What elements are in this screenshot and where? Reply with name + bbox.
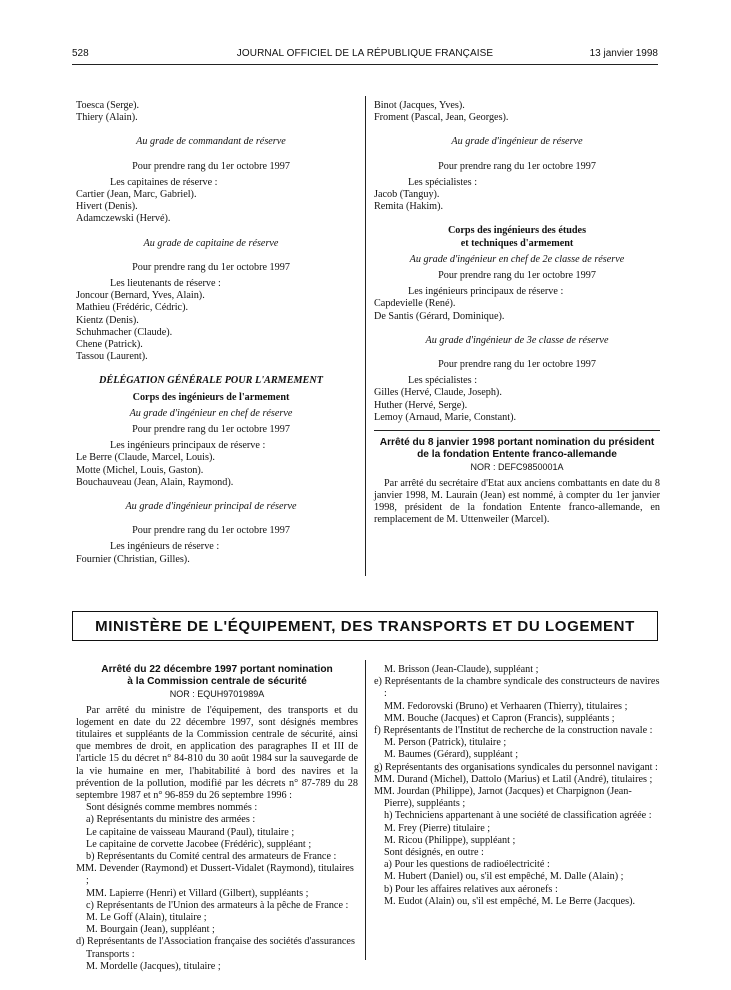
grade-heading: Au grade d'ingénieur en chef de réserve (129, 407, 293, 419)
page-number: 528 (72, 48, 89, 59)
text-line: M. Mordelle (Jacques), titulaire ; (86, 960, 221, 972)
text-line: Hivert (Denis). (76, 201, 138, 213)
text-line: Pour prendre rang du 1er octobre 1997 (132, 525, 290, 537)
grade-heading: Au grade d'ingénieur de réserve (451, 136, 583, 148)
text-line: e) Représentants de la chambre syndicale des constructeurs de navires : (374, 676, 660, 700)
text-line: a) Représentants du ministre des armées : (86, 814, 256, 826)
text-line: Chene (Patrick). (76, 339, 143, 351)
text-line: Toesca (Serge). (76, 100, 140, 111)
journal-title: JOURNAL OFFICIEL DE LA RÉPUBLIQUE FRANÇAISE (236, 48, 494, 59)
text-line: Bouchauveau (Jean, Alain, Raymond). (76, 476, 234, 488)
text-line: Pour prendre rang du 1er octobre 1997 (438, 359, 596, 371)
text-line: Par arrêté du ministre de l'équipement, des transports et du logement en date du 22 décembre 1997, sont désignés membres titulaires et suppléants de la Commission centrale de sécurité, ainsi que membres de droit, en application des paragraphes II et III de l'article 15 du décret n° 84-810 du 30 août 1984 sur la sauvegarde de la vie humaine en mer, l'habitabilité à bord des navires et la prévention de la pollution, modifié par les décrets n° 87-789 du 28 septembre 1987 et n° 96-859 du 26 septembre 1996 : (76, 704, 358, 802)
grade-heading: Au grade d'ingénieur de 3e classe de réserve (425, 334, 609, 346)
text-line: Les lieutenants de réserve : (110, 278, 221, 290)
text-line: h) Techniciens appartenant à une société de classification agréée : (384, 810, 652, 822)
text-line: MM. Bouche (Jacques) et Capron (Francis), suppléants ; (384, 712, 615, 724)
spacer (374, 149, 660, 161)
text-line: Les ingénieurs principaux de réserve : (408, 286, 564, 298)
grade-heading: Au grade de capitaine de réserve (143, 237, 279, 249)
top-left-column (76, 100, 346, 566)
text-line: b) Représentants du Comité central des armateurs de France : (86, 851, 337, 863)
grade-heading: Au grade de commandant de réserve (136, 136, 286, 148)
spacer (374, 323, 660, 335)
text-line: Kientz (Denis). (76, 314, 139, 326)
top-right-column (374, 100, 660, 526)
text-line: M. Eudot (Alain) ou, s'il est empêché, M. Le Berre (Jacques). (384, 895, 636, 907)
text-line: De Santis (Gérard, Dominique). (374, 310, 505, 322)
text-line: Pour prendre rang du 1er octobre 1997 (438, 270, 596, 282)
spacer (76, 513, 346, 525)
text-line: f) Représentants de l'Institut de recherche de la construction navale : (374, 725, 653, 737)
text-line: M. Frey (Pierre) titulaire ; (384, 822, 491, 834)
text-line: Joncour (Bernard, Yves, Alain). (76, 290, 205, 302)
text-line: c) Représentants de l'Union des armateurs à la pêche de France : (86, 899, 349, 911)
text-line: Les spécialistes : (408, 375, 478, 387)
decree-title: de la fondation Entente franco-allemande (417, 449, 617, 461)
section-heading: DÉLÉGATION GÉNÉRALE POUR L'ARMEMENT (99, 375, 323, 387)
text-line: a) Pour les questions de radioélectricité : (384, 859, 550, 871)
spacer (76, 489, 346, 501)
text-line: Par arrêté du secrétaire d'Etat aux anciens combattants en date du 8 janvier 1998, M. Laurain (Jean) est nommé, à compter du 1er janvier 1998, président de la fondation Entente franco-allemande, en remplacement de M. Uttenweiler (Marcel). (374, 477, 660, 526)
text-line: MM. Devender (Raymond) et Dussert-Vidalet (Raymond), titulaires ; (76, 863, 354, 887)
page-header (72, 48, 658, 64)
column-divider-bottom (365, 660, 366, 960)
nor-reference: NOR : EQUH9701989A (169, 689, 265, 700)
grade-heading: Au grade d'ingénieur en chef de 2e classe de réserve (409, 253, 625, 265)
text-line: Froment (Pascal, Jean, Georges). (374, 112, 509, 124)
text-line: Pour prendre rang du 1er octobre 1997 (132, 424, 290, 436)
text-line: Sont désignés, en outre : (384, 847, 484, 859)
text-line: Schuhmacher (Claude). (76, 326, 173, 338)
decree-title: Arrêté du 22 décembre 1997 portant nomination (101, 664, 333, 675)
column-divider-top (365, 96, 366, 576)
section-rule (374, 430, 660, 431)
text-line: MM. Fedorovski (Bruno) et Verhaaren (Thierry), titulaires ; (384, 700, 628, 712)
spacer (76, 149, 346, 161)
bottom-left-column (76, 664, 358, 973)
text-line: M. Bourgain (Jean), suppléant ; (86, 924, 215, 936)
text-line: MM. Jourdan (Philippe), Jarnot (Jacques) et Charpignon (Jean-Pierre), suppléants ; (374, 786, 632, 810)
text-line: Fournier (Christian, Gilles). (76, 553, 190, 565)
decree-title: Arrêté du 8 janvier 1998 portant nomination du président (379, 437, 655, 449)
text-line: MM. Lapierre (Henri) et Villard (Gilbert), suppléants ; (86, 887, 309, 899)
text-line: M. Ricou (Philippe), suppléant ; (384, 834, 516, 846)
section-heading: Corps des ingénieurs des études (447, 225, 587, 237)
text-line: Gilles (Hervé, Claude, Joseph). (374, 387, 502, 399)
text-line: M. Brisson (Jean-Claude), suppléant ; (384, 664, 539, 675)
text-line: M. Le Goff (Alain), titulaire ; (86, 912, 207, 924)
text-line: Les spécialistes : (408, 176, 478, 188)
section-heading: Corps des ingénieurs de l'armement (132, 391, 290, 403)
text-line: Huther (Hervé, Serge). (374, 399, 468, 411)
bottom-right-column (374, 664, 660, 908)
text-line: Capdevielle (René). (374, 298, 456, 310)
text-line: Les capitaines de réserve : (110, 176, 218, 188)
text-line: Les ingénieurs de réserve : (110, 541, 220, 553)
nor-reference: NOR : DEFC9850001A (470, 462, 564, 473)
spacer (76, 363, 346, 375)
text-line: Le capitaine de vaisseau Maurand (Paul), titulaire ; (86, 826, 295, 838)
text-line: b) Pour les affaires relatives aux aéronefs : (384, 883, 558, 895)
text-line: Motte (Michel, Louis, Gaston). (76, 464, 204, 476)
text-line: Pour prendre rang du 1er octobre 1997 (132, 261, 290, 273)
text-line: Tassou (Laurent). (76, 351, 148, 363)
text-line: Le capitaine de corvette Jacobee (Frédéric), suppléant ; (86, 838, 312, 850)
spacer (374, 124, 660, 136)
text-line: Lemoy (Arnaud, Marie, Constant). (374, 411, 517, 423)
text-line: M. Baumes (Gérard), suppléant ; (384, 749, 519, 761)
decree-title: à la Commission centrale de sécurité (127, 676, 307, 688)
text-line: Pour prendre rang du 1er octobre 1997 (438, 160, 596, 172)
text-line: Jacob (Tanguy). (374, 189, 440, 201)
text-line: Binot (Jacques, Yves). (374, 100, 465, 111)
ministry-banner: MINISTÈRE DE L'ÉQUIPEMENT, DES TRANSPORTS ET DU LOGEMENT (72, 611, 658, 641)
text-line: M. Person (Patrick), titulaire ; (384, 737, 507, 749)
spacer (76, 124, 346, 136)
spacer (374, 213, 660, 225)
text-line: Pour prendre rang du 1er octobre 1997 (132, 160, 290, 172)
text-line: Les ingénieurs principaux de réserve : (110, 440, 266, 452)
text-line: M. Hubert (Daniel) ou, s'il est empêché, M. Dalle (Alain) ; (384, 871, 624, 883)
spacer (76, 250, 346, 262)
spacer (76, 226, 346, 238)
spacer (374, 347, 660, 359)
text-line: Adamczewski (Hervé). (76, 213, 171, 225)
issue-date: 13 janvier 1998 (589, 48, 658, 59)
text-line: MM. Durand (Michel), Dattolo (Marius) et Latil (André), titulaires ; (374, 773, 653, 785)
section-heading: et techniques d'armement (460, 237, 574, 249)
text-line: Sont désignés comme membres nommés : (86, 802, 258, 814)
text-line: Le Berre (Claude, Marcel, Louis). (76, 452, 215, 464)
text-line: d) Représentants de l'Association française des sociétés d'assurances Transports : (76, 936, 355, 960)
grade-heading: Au grade d'ingénieur principal de réserve (125, 501, 297, 513)
text-line: g) Représentants des organisations syndicales du personnel navigant : (374, 761, 658, 773)
text-line: Thiery (Alain). (76, 112, 138, 124)
text-line: Cartier (Jean, Marc, Gabriel). (76, 189, 197, 201)
text-line: Remita (Hakim). (374, 201, 444, 213)
header-rule (72, 64, 658, 65)
text-line: Mathieu (Frédéric, Cédric). (76, 302, 189, 314)
